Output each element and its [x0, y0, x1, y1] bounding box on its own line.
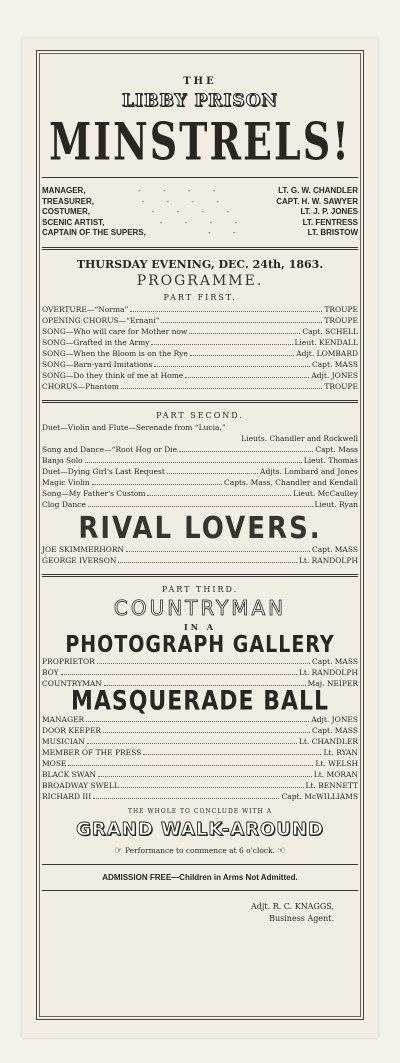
masquerade-ball-title: MASQUERADE BALL	[70, 686, 330, 716]
part-first-list	[42, 304, 358, 392]
program-item: CHORUS—Phantom TROUPE	[42, 381, 358, 391]
program-item: Magic Violin Capts. Mass, Chandler and Kendall	[42, 477, 358, 487]
in-a-label: IN A	[183, 621, 217, 632]
playbill-content	[42, 68, 358, 925]
program-item: SONG—When the Bloom is on the Rye Adjt. LOMBARD	[42, 348, 358, 358]
staff-row: TREASURER, - - - - CAPT. H. W. SAWYER	[42, 196, 358, 206]
staff-role: TREASURER,	[42, 196, 95, 206]
performance-time	[42, 846, 358, 856]
cast-item: GEORGE IVERSON Lt. RANDOLPH	[42, 555, 358, 565]
staff-row: SCENIC ARTIST, - - - - LT. FENTRESS	[42, 217, 358, 227]
cast-item: JOE SKIMMERHORN Capt. MASS	[42, 544, 358, 554]
cast-item: BLACK SWAN Lt. MORAN	[42, 769, 358, 779]
staff-role: CAPTAIN OF THE SUPERS,	[42, 228, 146, 237]
rival-lovers-cast	[42, 544, 358, 566]
staff-name: LT. BRISTOW	[307, 228, 358, 237]
staff-row: COSTUMER, - - - - LT. J. P. JONES	[42, 207, 358, 216]
program-item: Song and Dance—“Root Hog or Die Capt. Mass	[42, 444, 358, 454]
staff-name: LT. FENTRESS	[302, 217, 358, 227]
cast-item: BOY Lt. RANDOLPH	[42, 667, 358, 677]
staff-row: MANAGER, - - - - LT. G. W. CHANDLER	[42, 186, 358, 195]
cast-item: MEMBER OF THE PRESS Lt. RYAN	[42, 747, 358, 757]
countryman-title: COUNTRYMAN	[113, 595, 287, 620]
staff-role: MANAGER,	[42, 186, 86, 195]
program-item: OVERTURE—“Norma” TROUPE	[42, 304, 358, 314]
program-item: SONG—Barn-yard Imitations Capt. MASS	[42, 359, 358, 369]
programme-heading: PROGRAMME.	[136, 272, 264, 289]
cast-item: MOSE Lt. WELSH	[42, 758, 358, 768]
duet-line: Duet—Violin and Flute—Serenade from “Lucia,”	[42, 422, 226, 432]
program-item: Banjo Solo Lieut. Thomas	[42, 455, 358, 465]
staff-role: COSTUMER,	[42, 207, 90, 216]
conclude-note: THE WHOLE TO CONCLUDE WITH A	[127, 807, 273, 815]
cast-item: MANAGER Adjt. JONES	[42, 714, 358, 724]
part-first-heading: PART FIRST.	[163, 292, 237, 302]
part-second-list	[42, 422, 358, 510]
staff-name: LT. G. W. CHANDLER	[278, 186, 358, 195]
program-item: SONG—Grafted in the Army Lieut. KENDALL	[42, 337, 358, 347]
part-third-heading: PART THIRD.	[161, 584, 239, 594]
program-item: SONG—Who will care for Mother now Capt. SCHELL	[42, 326, 358, 336]
staff-row: CAPTAIN OF THE SUPERS, - - LT. BRISTOW	[42, 228, 358, 237]
part-second-heading: PART SECOND.	[156, 410, 244, 420]
divider	[42, 400, 358, 403]
header-the: THE	[183, 76, 217, 87]
admission-note: ADMISSION FREE—Children in Arms Not Admitted.	[102, 872, 298, 882]
program-item: OPENING CHORUS—“Ernani” TROUPE	[42, 315, 358, 325]
grand-walk-around-title: GRAND WALK-AROUND	[76, 818, 324, 840]
program-item: Song—My Father's Custom Lieut. McCaulley	[42, 488, 358, 498]
divider	[42, 890, 358, 891]
cast-item: PROPRIETOR Capt. MASS	[42, 656, 358, 666]
duet-performers: Lieuts. Chandler and Rockwell	[241, 433, 358, 443]
cast-item: COUNTRYMAN Maj. NEIPER	[42, 678, 358, 688]
staff-role: SCENIC ARTIST,	[42, 217, 105, 227]
staff-name: CAPT. H. W. SAWYER	[276, 196, 358, 206]
business-agent	[42, 901, 358, 925]
masquerade-cast	[42, 714, 358, 802]
divider	[42, 247, 358, 250]
program-item: SONG—Do they think of me at Home Adjt. JONES	[42, 370, 358, 380]
divider	[42, 574, 358, 577]
agent-name: Adjt. R. C. KNAGGS,	[251, 901, 334, 911]
pointing-hand-icon: ☜	[277, 845, 286, 856]
program-item: Clog Dance Lieut. Ryan	[42, 499, 358, 509]
program-item: Duet—Dying Girl's Last Request Adjts. Lombard and Jones	[42, 466, 358, 476]
header-minstrels: MINSTRELS!	[49, 110, 351, 172]
cast-item: RICHARD III Capt. McWILLIAMS	[42, 791, 358, 801]
cast-item: DOOR KEEPER Capt. MASS	[42, 725, 358, 735]
performance-date: THURSDAY EVENING, DEC. 24th, 1863.	[76, 257, 324, 271]
performance-time-text: Performance to commence at 6 o'clock.	[124, 845, 276, 855]
rival-lovers-title: RIVAL LOVERS.	[78, 511, 322, 546]
pointing-hand-icon: ☞	[114, 845, 123, 856]
photograph-gallery-title: PHOTOGRAPH GALLERY	[65, 631, 335, 658]
cast-item: BROADWAY SWELL Lt. BENNETT	[42, 780, 358, 790]
staff-list	[42, 186, 358, 239]
header-libby-prison: LIBBY PRISON	[122, 91, 278, 111]
divider	[42, 864, 358, 865]
photograph-cast	[42, 656, 358, 689]
playbill-paper	[22, 38, 378, 1038]
cast-item: MUSICIAN Lt. CHANDLER	[42, 736, 358, 746]
staff-name: LT. J. P. JONES	[300, 207, 358, 216]
agent-title: Business Agent.	[269, 913, 334, 923]
